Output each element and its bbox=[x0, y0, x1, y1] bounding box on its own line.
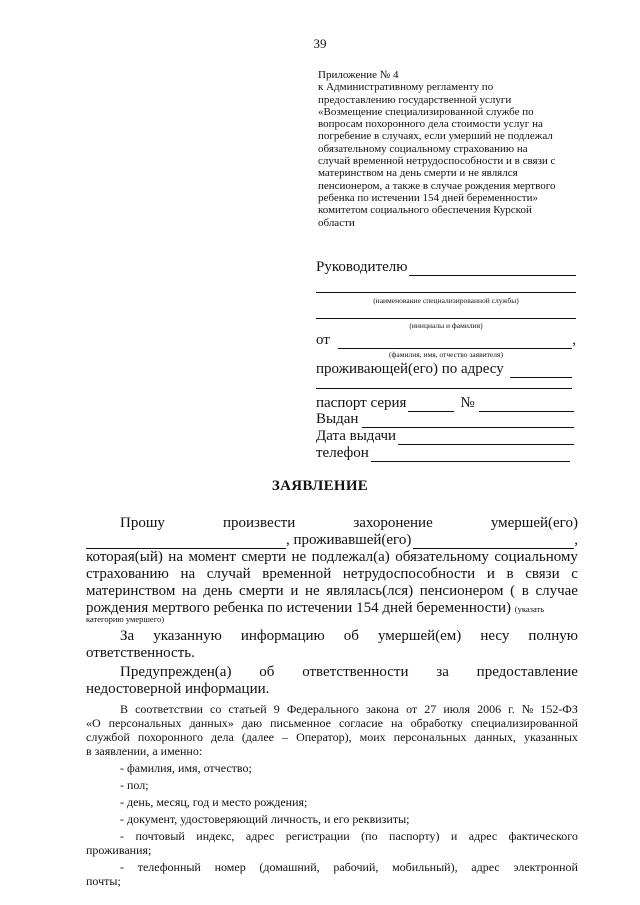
word: индекс, bbox=[196, 829, 235, 843]
word: на bbox=[180, 566, 196, 582]
word: на bbox=[390, 716, 403, 730]
applicant-name-field[interactable] bbox=[338, 334, 572, 349]
word: умершей(ем) bbox=[377, 628, 462, 644]
word: момент bbox=[188, 549, 236, 565]
address-label: проживающей(его) по адресу bbox=[316, 361, 504, 377]
issued-field[interactable] bbox=[362, 413, 574, 428]
word: со bbox=[210, 702, 222, 716]
word: данных» bbox=[189, 716, 234, 730]
word: информацию bbox=[240, 628, 325, 644]
word: 27 bbox=[424, 702, 437, 716]
appendix-line: комитетом социального обеспечения Курской bbox=[318, 204, 532, 217]
word: временной bbox=[262, 566, 332, 582]
phone-row bbox=[316, 445, 570, 462]
issue-date-field[interactable] bbox=[398, 430, 574, 445]
request-line-3 bbox=[86, 549, 578, 566]
request-line-5 bbox=[86, 583, 578, 600]
word: (по bbox=[361, 829, 378, 843]
word: - bbox=[120, 829, 124, 843]
word: указанную bbox=[153, 628, 222, 644]
word: паспорту) bbox=[389, 829, 440, 843]
word: 152-ФЗ bbox=[540, 702, 578, 716]
word: обработку bbox=[410, 716, 463, 730]
passport-row bbox=[316, 395, 574, 412]
consent-line-4: в заявлении, а именно: bbox=[86, 744, 203, 758]
word: службой bbox=[86, 730, 130, 744]
passport-series-field[interactable] bbox=[408, 397, 454, 412]
consent-item-5-line-2: проживания; bbox=[86, 843, 152, 857]
word: (домашний, bbox=[259, 860, 320, 874]
appendix-line: «Возмещение специализированной службе по bbox=[318, 105, 534, 118]
word: адрес bbox=[471, 860, 500, 874]
word: об bbox=[259, 664, 275, 680]
word: № bbox=[521, 702, 534, 716]
word: в bbox=[506, 566, 514, 582]
request-hint: (указать bbox=[514, 604, 545, 614]
service-name-caption: (наименование специализированной службы) bbox=[373, 296, 519, 305]
word: ( bbox=[510, 583, 516, 599]
word: предоставление bbox=[476, 664, 578, 680]
request-line-1 bbox=[120, 515, 578, 532]
word: Прошу bbox=[120, 515, 165, 531]
passport-series-label: паспорт серия bbox=[316, 395, 407, 411]
word: с bbox=[571, 566, 578, 582]
word: случае bbox=[535, 583, 578, 599]
word: телефонный bbox=[137, 860, 201, 874]
addressee-label: Руководителю bbox=[316, 259, 408, 275]
request-text: рождения мертвого ребенка по истечении 154 дней беременности) bbox=[86, 600, 511, 616]
consent-line-3 bbox=[86, 730, 578, 744]
appendix-line: к Административному регламенту по bbox=[318, 81, 494, 94]
word: рабочий, bbox=[333, 860, 379, 874]
appendix-line: предоставлению государственной услуги bbox=[318, 93, 512, 106]
word: дела bbox=[211, 730, 234, 744]
appendix-line: области bbox=[318, 216, 355, 229]
word: адрес bbox=[245, 829, 275, 843]
word: - bbox=[120, 860, 124, 874]
word: захоронение bbox=[353, 515, 433, 531]
passport-number-field[interactable] bbox=[479, 397, 574, 412]
appendix-line: погребение в случаях, если умерший не подлежал bbox=[318, 130, 553, 143]
addressee-row bbox=[316, 259, 576, 276]
word: За bbox=[120, 628, 135, 644]
from-row bbox=[316, 332, 576, 349]
appendix-line: обязательному социальному страхованию на bbox=[318, 142, 528, 155]
appendix-line: случай временной нетрудоспособности и в связи с bbox=[318, 155, 556, 168]
appendix-line: Приложение № 4 bbox=[318, 69, 399, 81]
word: являлась(лся) bbox=[326, 583, 414, 599]
word: Федерального bbox=[286, 702, 359, 716]
from-label: от bbox=[316, 332, 330, 348]
word: об bbox=[343, 628, 359, 644]
applicant-caption: (фамилия, имя, отчество заявителя) bbox=[389, 350, 503, 359]
word: мобильный), bbox=[392, 860, 458, 874]
address-row bbox=[316, 361, 572, 378]
issue-date-row bbox=[316, 428, 574, 445]
word: согласие bbox=[338, 716, 383, 730]
word: пенсионером bbox=[419, 583, 504, 599]
consent-item: - пол; bbox=[120, 778, 149, 792]
word: в bbox=[521, 583, 529, 599]
word: несу bbox=[480, 628, 510, 644]
consent-item: - фамилия, имя, отчество; bbox=[120, 761, 252, 775]
consent-item: - документ, удостоверяющий личность, и его реквизиты; bbox=[120, 812, 410, 826]
request-comma: , bbox=[574, 532, 578, 548]
word: ответственности bbox=[302, 664, 409, 680]
word: на bbox=[181, 583, 197, 599]
word: не bbox=[304, 583, 320, 599]
deceased-name-field[interactable] bbox=[86, 534, 286, 549]
deceased-address-field[interactable] bbox=[413, 534, 574, 549]
word: полную bbox=[528, 628, 578, 644]
word: и bbox=[290, 583, 299, 599]
word: электронной bbox=[513, 860, 578, 874]
word: моих bbox=[359, 730, 386, 744]
word: 9 bbox=[273, 702, 280, 716]
issued-label: Выдан bbox=[316, 411, 359, 427]
request-lived-text: , проживавшей(его) bbox=[286, 532, 412, 548]
word: статьей bbox=[228, 702, 267, 716]
word: адрес bbox=[468, 829, 498, 843]
word: Оператор), bbox=[296, 730, 352, 744]
from-comma: , bbox=[572, 332, 576, 348]
consent-line-1 bbox=[120, 702, 578, 716]
word: умершей(его) bbox=[490, 515, 578, 531]
word: страхованию bbox=[86, 566, 169, 582]
word: на bbox=[168, 549, 183, 565]
word: В bbox=[120, 702, 129, 716]
address-field-2[interactable] bbox=[316, 388, 572, 389]
word: от bbox=[406, 702, 418, 716]
word: которая(ый) bbox=[86, 549, 163, 565]
document-title: ЗАЯВЛЕНИЕ bbox=[271, 478, 369, 494]
word: и bbox=[486, 566, 495, 582]
word: «О bbox=[86, 716, 101, 730]
word: материнством bbox=[86, 583, 176, 599]
word: связи bbox=[525, 566, 560, 582]
word: соответствии bbox=[135, 702, 203, 716]
consent-item-6-line-1 bbox=[120, 860, 578, 874]
issue-date-label: Дата выдачи bbox=[316, 428, 397, 444]
word: письменное bbox=[270, 716, 331, 730]
appendix-line: ребенка по истечении 154 дней беременности» bbox=[318, 191, 538, 204]
word: – bbox=[282, 730, 289, 744]
passport-number-label: № bbox=[460, 395, 475, 411]
word: 2006 bbox=[477, 702, 502, 716]
word: нетрудоспособности bbox=[342, 566, 476, 582]
word: регистрации bbox=[285, 829, 350, 843]
word: смерти bbox=[239, 583, 284, 599]
request-line-4 bbox=[86, 566, 578, 583]
word: указанных bbox=[523, 730, 578, 744]
word: за bbox=[436, 664, 449, 680]
word: июля bbox=[443, 702, 470, 716]
initials-caption: (инициалы и фамилия) bbox=[409, 321, 483, 330]
word: день bbox=[203, 583, 233, 599]
word: даю bbox=[241, 716, 263, 730]
word: (далее bbox=[241, 730, 274, 744]
consent-item-6-line-2: почты; bbox=[86, 874, 121, 888]
word: закона bbox=[365, 702, 399, 716]
service-name-field[interactable] bbox=[316, 292, 576, 293]
word: Предупрежден(а) bbox=[120, 664, 232, 680]
consent-block bbox=[86, 702, 578, 888]
word: и bbox=[450, 829, 458, 843]
warning-line-2: недостоверной информации. bbox=[86, 681, 270, 697]
consent-item: - день, месяц, год и место рождения; bbox=[120, 795, 308, 809]
page-number: 39 bbox=[313, 36, 327, 51]
word: персональных bbox=[393, 730, 467, 744]
appendix-line: вопросам похоронного дела стоимости услуг на bbox=[318, 118, 543, 131]
word: случай bbox=[206, 566, 251, 582]
addressee-field[interactable] bbox=[409, 261, 576, 276]
initials-field[interactable] bbox=[316, 318, 576, 319]
address-field[interactable] bbox=[510, 363, 572, 378]
word: почтовый bbox=[135, 829, 185, 843]
word: произвести bbox=[222, 515, 296, 531]
appendix-line: материнством на день смерти и не являлся bbox=[318, 167, 518, 180]
word: номер bbox=[214, 860, 246, 874]
phone-field[interactable] bbox=[371, 447, 570, 462]
word: обязательному bbox=[395, 549, 489, 565]
info-line-2: ответственность. bbox=[86, 645, 195, 661]
appendix-block bbox=[318, 69, 588, 229]
word: не bbox=[291, 549, 307, 565]
word: социальному bbox=[494, 549, 578, 565]
info-line-1 bbox=[120, 628, 578, 645]
word: смерти bbox=[241, 549, 287, 565]
consent-item-5-line-1 bbox=[120, 829, 578, 843]
word: г. bbox=[508, 702, 515, 716]
word: специализированной bbox=[470, 716, 578, 730]
request-hint-2: категорию умершего) bbox=[86, 614, 165, 624]
appendix-line: пенсионером, а также в случае рождения мертвого bbox=[318, 179, 556, 192]
issued-row bbox=[316, 411, 574, 428]
word: данных, bbox=[474, 730, 516, 744]
word: подлежал(а) bbox=[311, 549, 390, 565]
word: похоронного bbox=[137, 730, 203, 744]
request-line-2 bbox=[86, 532, 578, 549]
warning-line-1 bbox=[120, 664, 578, 681]
word: фактического bbox=[508, 829, 578, 843]
consent-line-2 bbox=[86, 716, 578, 730]
word: персональных bbox=[108, 716, 182, 730]
phone-label: телефон bbox=[316, 445, 369, 461]
